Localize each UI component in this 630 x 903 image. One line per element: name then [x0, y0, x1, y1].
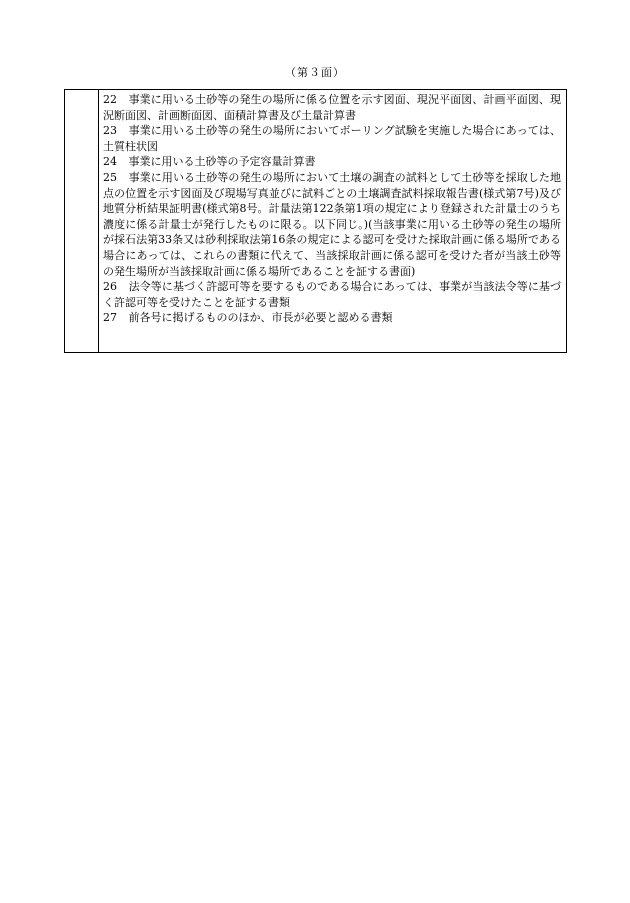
document-list	[103, 92, 561, 326]
list-item	[103, 310, 561, 326]
item-text: 事業に用いる土砂等の予定容量計算書	[128, 155, 316, 169]
list-item	[103, 154, 561, 170]
list-item	[103, 123, 561, 154]
item-text: 事業に用いる土砂等の発生の場所に係る位置を示す図面、現況平面図、計画平面図、現況断面図、計画断面図、面積計算書及び土量計算書	[103, 93, 562, 122]
item-text: 事業に用いる土砂等の発生の場所において土壌の調査の試料として土砂等を採取した地点の位置を示す図面及び現場写真並びに試料ごとの土壌調査試料採取報告書(様式第7号)及び地質分析結果証明書(様式第8号。計量法第122条第1項の規定により登録された計量士のうち濃度に係る計量士が発行したものに限る。以下同じ。)(当該事業に用いる土砂等の発生の場所が採石法第33条又は砂利採取法第16条の規定による認可を受けた採取計画に係る場所である場合にあっては、これらの書類に代えて、当該採取計画に係る認可を受けた者が当該土砂等の発生場所が当該採取計画に係る場所であることを証する書面)	[103, 170, 562, 278]
list-item	[103, 92, 561, 123]
document-table	[64, 89, 567, 353]
item-number: 25	[103, 170, 117, 184]
column-divider	[98, 90, 99, 352]
item-text: 事業に用いる土砂等の発生の場所においてボーリング試験を実施した場合にあっては、土質柱状図	[103, 124, 562, 153]
list-item	[103, 279, 561, 310]
item-number: 23	[103, 124, 117, 138]
item-number: 22	[103, 93, 117, 106]
list-item	[103, 170, 561, 279]
item-text: 前各号に掲げるもののほか、市長が必要と認める書類	[128, 311, 393, 325]
item-text: 法令等に基づく許認可等を要するものである場合にあっては、事業が当該法令等に基づく許認可等を受けたことを証する書類	[103, 280, 561, 309]
item-number: 27	[103, 311, 117, 325]
item-number: 26	[103, 280, 117, 294]
item-number: 24	[103, 155, 117, 169]
page-heading: （第３面）	[285, 66, 345, 79]
